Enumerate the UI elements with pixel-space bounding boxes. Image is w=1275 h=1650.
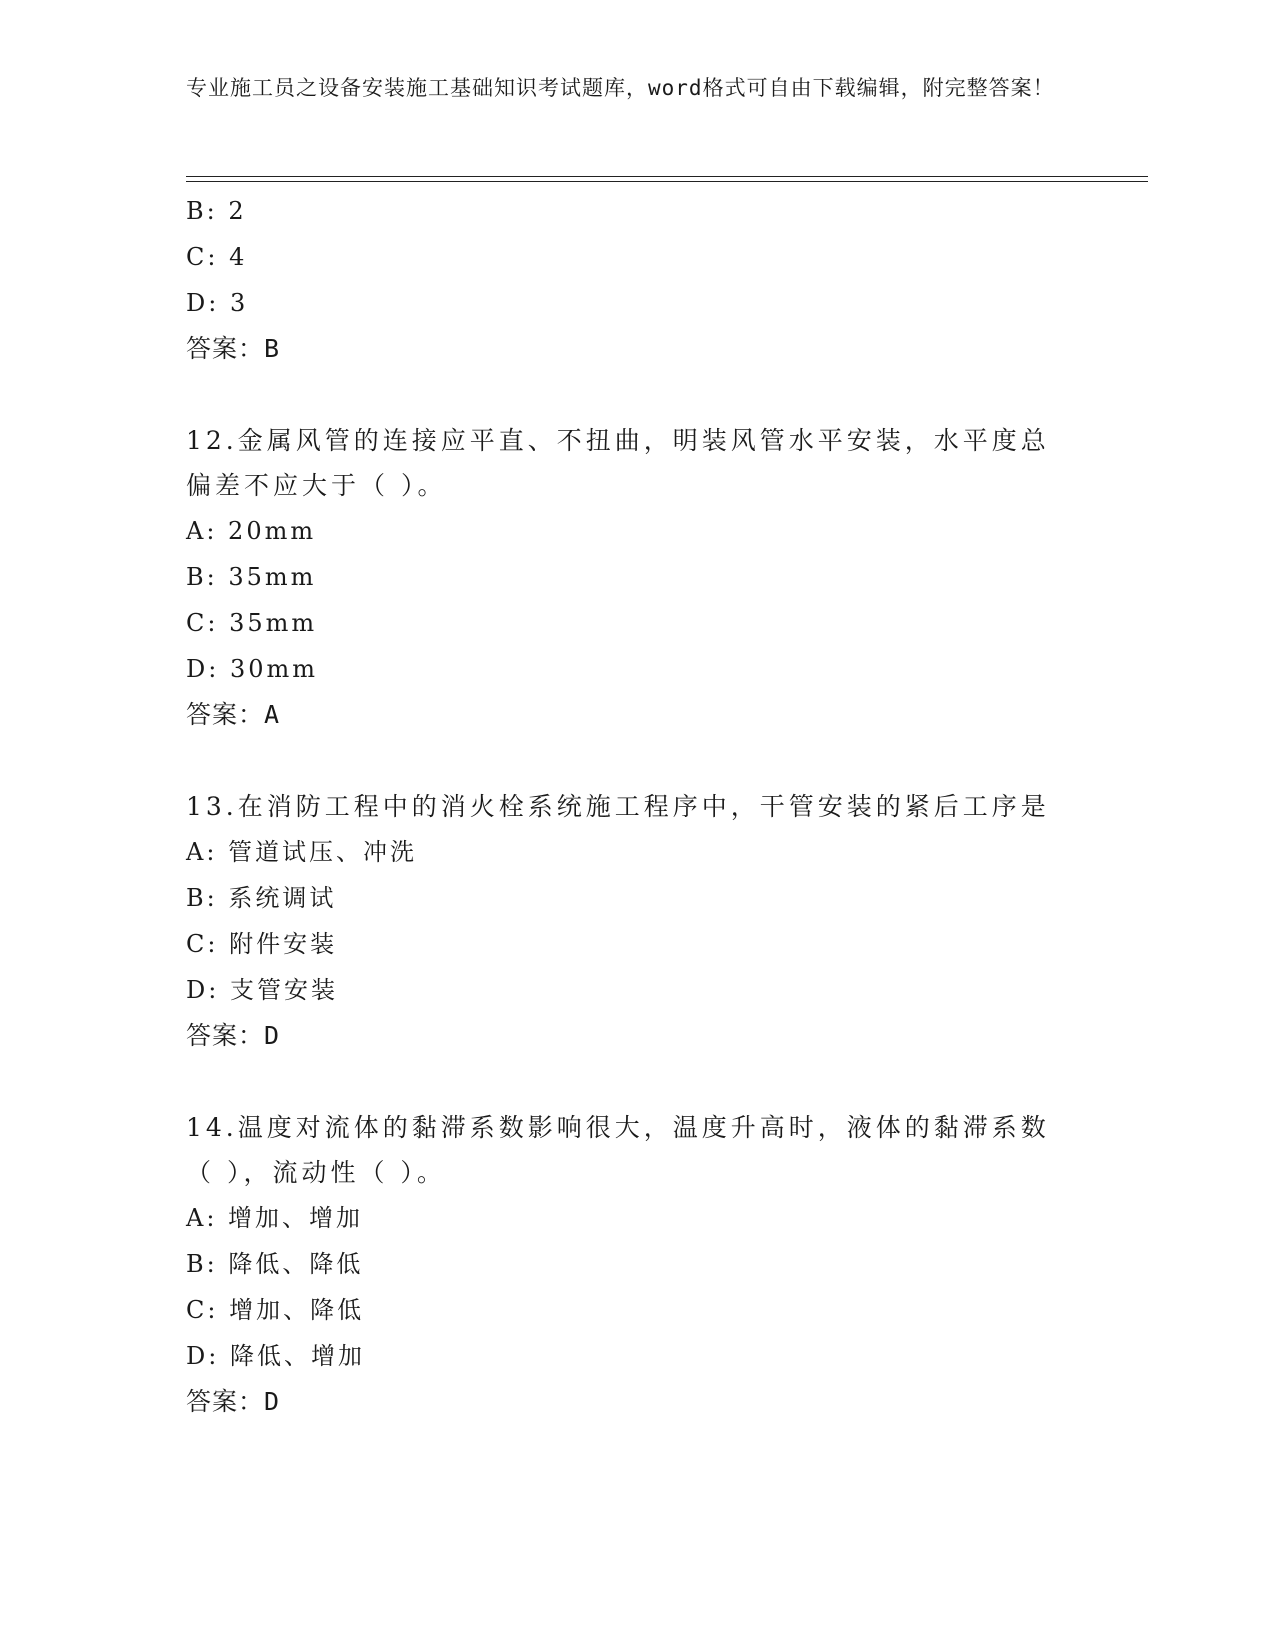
option-b: B: 2 [186,197,247,225]
option-b: B: 35mm [186,563,317,591]
header-divider-top [186,176,1148,177]
option-a: A: 增加、增加 [186,1204,364,1232]
question-block-13 [186,784,1086,1059]
option-d: D: 30mm [186,655,319,683]
question-text: 12.金属风管的连接应平直、不扭曲，明装风管水平安装，水平度总偏差不应大于（ ）。 [186,426,1050,500]
option-c: C: 附件安装 [186,930,338,958]
answer-line: 答案：D [186,1021,281,1050]
document-body [186,188,1086,1425]
option-c: C: 35mm [186,609,318,637]
answer-line: 答案：D [186,1387,281,1416]
option-b: B: 降低、降低 [186,1250,364,1278]
option-d: D: 降低、增加 [186,1342,365,1370]
option-c: C: 4 [186,243,248,271]
question-block-14 [186,1105,1086,1425]
option-c: C: 增加、降低 [186,1296,365,1324]
document-header: 专业施工员之设备安装施工基础知识考试题库，word格式可自由下载编辑，附完整答案！ [186,76,1055,100]
option-d: D: 支管安装 [186,976,338,1004]
question-text: 14.温度对流体的黏滞系数影响很大，温度升高时，液体的黏滞系数（ ），流动性（ ）。 [186,1113,1050,1187]
option-a: A: 管道试压、冲洗 [186,838,418,866]
question-block-11 [186,188,1086,372]
option-a: A: 20mm [186,517,317,545]
option-d: D: 3 [186,289,249,317]
question-block-12 [186,418,1086,738]
option-b: B: 系统调试 [186,884,337,912]
question-text: 13.在消防工程中的消火栓系统施工程序中，干管安装的紧后工序是 [186,792,1050,821]
answer-line: 答案：B [186,334,281,363]
header-divider-bottom [186,181,1148,182]
answer-line: 答案：A [186,700,281,729]
